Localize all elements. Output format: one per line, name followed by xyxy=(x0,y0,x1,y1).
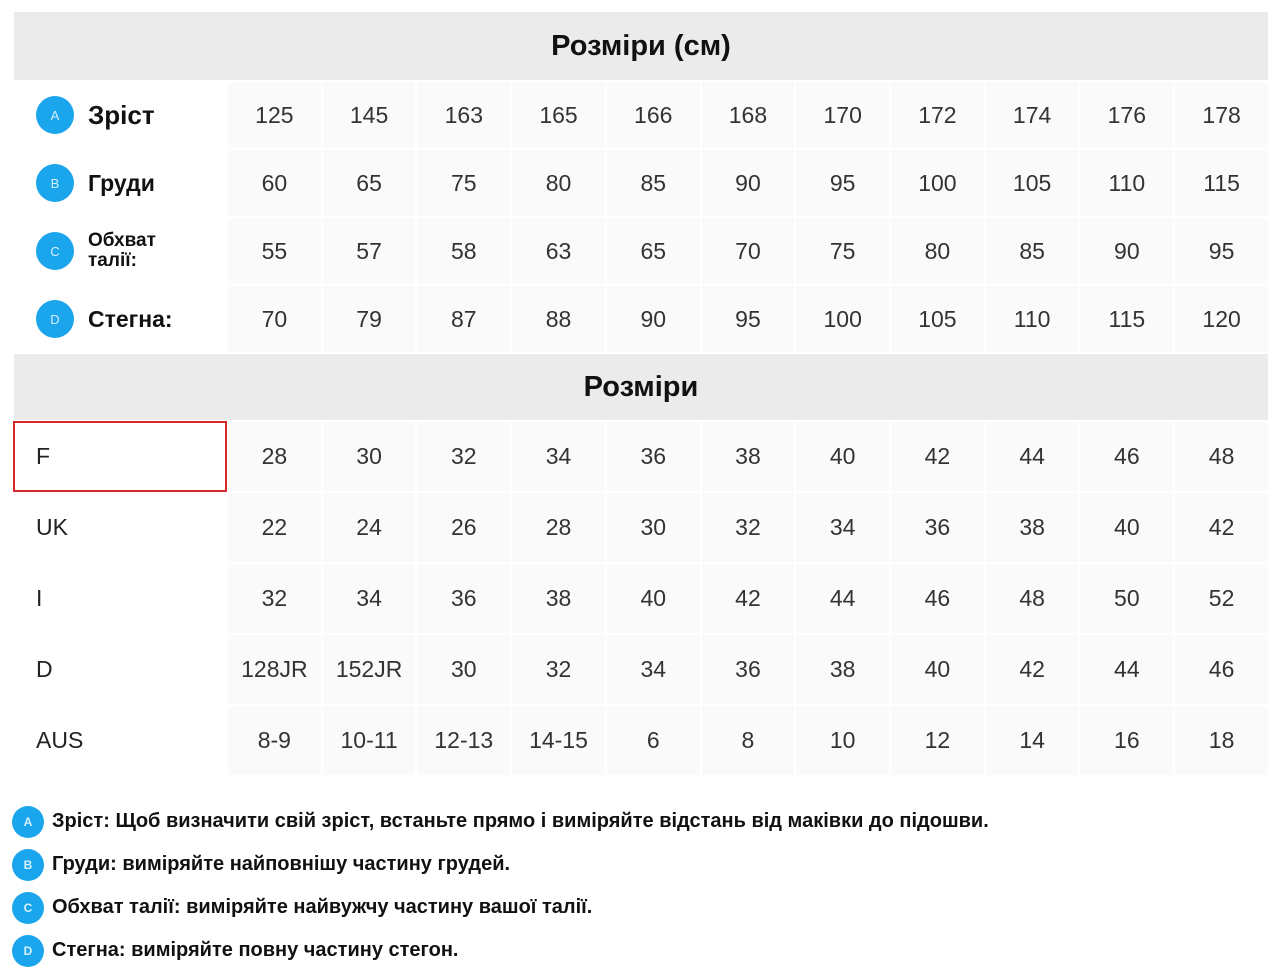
table-cell: 87 xyxy=(417,286,510,352)
table-cell: 34 xyxy=(323,564,416,633)
table-cell: 105 xyxy=(891,286,984,352)
table-cell: 42 xyxy=(986,635,1079,704)
note-text: Зріст: Щоб визначити свій зріст, встаньте прямо і виміряйте відстань від маківки до підошви. xyxy=(52,810,989,832)
badge-a-icon: A xyxy=(12,806,44,838)
table-cell: 16 xyxy=(1080,706,1173,775)
table-cell: 85 xyxy=(986,218,1079,284)
table-cell: 40 xyxy=(796,422,889,491)
table-cell: 42 xyxy=(891,422,984,491)
size-chart xyxy=(12,10,1270,777)
badge-a-icon: A xyxy=(36,96,74,134)
badge-c-icon: C xyxy=(36,232,74,270)
table-cell: 70 xyxy=(228,286,321,352)
table-cell: 79 xyxy=(323,286,416,352)
table-cell: 170 xyxy=(796,82,889,148)
table-cell: 50 xyxy=(1080,564,1173,633)
table-cell: 22 xyxy=(228,493,321,562)
table-cell: 75 xyxy=(796,218,889,284)
table-cell: 88 xyxy=(512,286,605,352)
table-cell: 30 xyxy=(323,422,416,491)
table-cell: 44 xyxy=(1080,635,1173,704)
table-cell: 95 xyxy=(796,150,889,216)
note-chest xyxy=(12,843,1272,886)
table-cell: 32 xyxy=(228,564,321,633)
table-cell: 46 xyxy=(891,564,984,633)
table-cell: 60 xyxy=(228,150,321,216)
table-cell: 36 xyxy=(702,635,795,704)
table-cell: 63 xyxy=(512,218,605,284)
table-cell: 178 xyxy=(1175,82,1268,148)
measurement-notes xyxy=(12,800,1272,972)
table-cell: 110 xyxy=(1080,150,1173,216)
table-cell: 36 xyxy=(607,422,700,491)
table-cell: 57 xyxy=(323,218,416,284)
size-row-aus xyxy=(14,706,1268,775)
table-cell: 172 xyxy=(891,82,984,148)
table-cell: 44 xyxy=(986,422,1079,491)
size-row-uk xyxy=(14,493,1268,562)
table-cell: 65 xyxy=(323,150,416,216)
table-cell: 90 xyxy=(702,150,795,216)
table-cell: 36 xyxy=(417,564,510,633)
table-cell: 34 xyxy=(796,493,889,562)
table-cell: 8-9 xyxy=(228,706,321,775)
table-cell: 152JR xyxy=(323,635,416,704)
table-cell: 48 xyxy=(1175,422,1268,491)
table-cell: 168 xyxy=(702,82,795,148)
table-cell: 28 xyxy=(512,493,605,562)
table-cell: 30 xyxy=(417,635,510,704)
table-cell: 44 xyxy=(796,564,889,633)
measurement-row-hips xyxy=(14,286,1268,352)
table-cell: 46 xyxy=(1080,422,1173,491)
size-label-uk: UK xyxy=(14,493,226,562)
table-cell: 42 xyxy=(702,564,795,633)
table-cell: 46 xyxy=(1175,635,1268,704)
badge-b-icon: B xyxy=(36,164,74,202)
measurement-row-height xyxy=(14,82,1268,148)
table-cell: 12-13 xyxy=(417,706,510,775)
badge-b-icon: B xyxy=(12,849,44,881)
table-cell: 42 xyxy=(1175,493,1268,562)
table-cell: 38 xyxy=(796,635,889,704)
table-cell: 26 xyxy=(417,493,510,562)
size-label-aus: AUS xyxy=(14,706,226,775)
table-cell: 28 xyxy=(228,422,321,491)
table-cell: 38 xyxy=(702,422,795,491)
table-cell: 110 xyxy=(986,286,1079,352)
table-cell: 100 xyxy=(891,150,984,216)
table-cell: 6 xyxy=(607,706,700,775)
table-cell: 90 xyxy=(607,286,700,352)
table-cell: 32 xyxy=(417,422,510,491)
size-label-d: D xyxy=(14,635,226,704)
table-cell: 40 xyxy=(607,564,700,633)
table-cell: 166 xyxy=(607,82,700,148)
table-cell: 52 xyxy=(1175,564,1268,633)
note-text: Груди: виміряйте найповнішу частину грудей. xyxy=(52,853,511,875)
table-cell: 14-15 xyxy=(512,706,605,775)
note-hips xyxy=(12,929,1272,972)
size-label-i: I xyxy=(14,564,226,633)
table-cell: 115 xyxy=(1080,286,1173,352)
size-label-f: F xyxy=(14,422,226,491)
table-cell: 125 xyxy=(228,82,321,148)
table-cell: 65 xyxy=(607,218,700,284)
table-cell: 115 xyxy=(1175,150,1268,216)
table-cell: 100 xyxy=(796,286,889,352)
table-cell: 70 xyxy=(702,218,795,284)
table-cell: 34 xyxy=(512,422,605,491)
table-cell: 10-11 xyxy=(323,706,416,775)
table-cell: 38 xyxy=(986,493,1079,562)
table-cell: 12 xyxy=(891,706,984,775)
table-cell: 105 xyxy=(986,150,1079,216)
table-cell: 75 xyxy=(417,150,510,216)
size-row-i xyxy=(14,564,1268,633)
note-text: Стегна: виміряйте повну частину стегон. xyxy=(52,939,459,961)
table-cell: 40 xyxy=(891,635,984,704)
row-label-height: Зріст xyxy=(88,99,155,130)
table-cell: 30 xyxy=(607,493,700,562)
size-row-f xyxy=(14,422,1268,491)
table-cell: 55 xyxy=(228,218,321,284)
table-cell: 85 xyxy=(607,150,700,216)
note-waist xyxy=(12,886,1272,929)
note-height xyxy=(12,800,1272,843)
size-row-d xyxy=(14,635,1268,704)
table-cell: 120 xyxy=(1175,286,1268,352)
table-cell: 8 xyxy=(702,706,795,775)
measurement-row-waist xyxy=(14,218,1268,284)
table-cell: 24 xyxy=(323,493,416,562)
table-cell: 174 xyxy=(986,82,1079,148)
size-table xyxy=(12,10,1270,777)
table-cell: 58 xyxy=(417,218,510,284)
table-cell: 80 xyxy=(512,150,605,216)
table-cell: 32 xyxy=(512,635,605,704)
table-title: Розміри (см) xyxy=(14,12,1268,80)
row-label-chest: Груди xyxy=(88,169,155,196)
measurement-row-chest xyxy=(14,150,1268,216)
table-cell: 165 xyxy=(512,82,605,148)
table-cell: 90 xyxy=(1080,218,1173,284)
table-cell: 14 xyxy=(986,706,1079,775)
badge-d-icon: D xyxy=(36,300,74,338)
badge-c-icon: C xyxy=(12,892,44,924)
table-cell: 36 xyxy=(891,493,984,562)
table-cell: 95 xyxy=(702,286,795,352)
note-text: Обхват талії: виміряйте найвужчу частину вашої талії. xyxy=(52,896,593,918)
table-cell: 176 xyxy=(1080,82,1173,148)
table-cell: 34 xyxy=(607,635,700,704)
sizes-subtitle: Розміри xyxy=(14,354,1268,420)
row-label-waist: Обхват талії: xyxy=(88,230,156,271)
table-cell: 95 xyxy=(1175,218,1268,284)
table-cell: 32 xyxy=(702,493,795,562)
table-cell: 38 xyxy=(512,564,605,633)
table-cell: 80 xyxy=(891,218,984,284)
table-cell: 18 xyxy=(1175,706,1268,775)
table-cell: 145 xyxy=(323,82,416,148)
table-cell: 128JR xyxy=(228,635,321,704)
row-label-hips: Стегна: xyxy=(88,305,173,332)
table-cell: 10 xyxy=(796,706,889,775)
table-cell: 163 xyxy=(417,82,510,148)
badge-d-icon: D xyxy=(12,935,44,967)
table-cell: 40 xyxy=(1080,493,1173,562)
table-cell: 48 xyxy=(986,564,1079,633)
